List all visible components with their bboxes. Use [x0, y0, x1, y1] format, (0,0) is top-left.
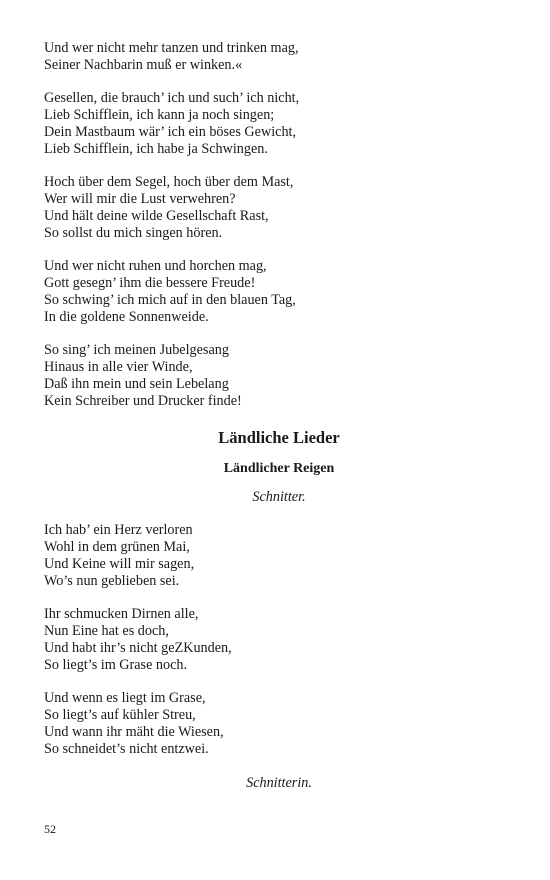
stanza	[44, 606, 514, 674]
verse-line: Wo’s nun geblieben sei.	[44, 573, 180, 589]
speaker-label: Schnitter.	[252, 489, 306, 505]
stanza	[44, 40, 514, 74]
verse-line: Gesellen, die brauch’ ich und such’ ich nicht,	[44, 90, 300, 106]
verse-line: So liegt’s auf kühler Streu,	[44, 707, 196, 723]
verse-line: In die goldene Sonnenweide.	[44, 309, 209, 325]
verse-line: Kein Schreiber und Drucker finde!	[44, 393, 242, 409]
stanza	[44, 174, 514, 242]
verse-line: Ich hab’ ein Herz verloren	[44, 522, 193, 538]
verse-line: Hinaus in alle vier Winde,	[44, 359, 193, 375]
verse-line: Daß ihn mein und sein Lebelang	[44, 376, 229, 392]
stanza	[44, 522, 514, 590]
verse-line: So schwing’ ich mich auf in den blauen Tag,	[44, 292, 296, 308]
poem-title: Ländlicher Reigen	[223, 461, 335, 476]
verse-line: Und hält deine wilde Gesellschaft Rast,	[44, 208, 269, 224]
verse-line: Und wer nicht mehr tanzen und trinken mag,	[44, 40, 299, 56]
stanza	[44, 258, 514, 326]
verse-line: Und wann ihr mäht die Wiesen,	[44, 724, 224, 740]
stanza	[44, 90, 514, 158]
verse-line: Hoch über dem Segel, hoch über dem Mast,	[44, 174, 294, 190]
verse-line: So schneidet’s nicht entzwei.	[44, 741, 209, 757]
verse-line: Gott gesegn’ ihm die bessere Freude!	[44, 275, 256, 291]
verse-line: Und habt ihr’s nicht geZKunden,	[44, 640, 232, 656]
verse-line: Und wer nicht ruhen und horchen mag,	[44, 258, 267, 274]
verse-line: So liegt’s im Grase noch.	[44, 657, 188, 673]
verse-line: Wohl in dem grünen Mai,	[44, 539, 190, 555]
verse-line: Nun Eine hat es doch,	[44, 623, 169, 639]
verse-line: Lieb Schifflein, ich kann ja noch singen;	[44, 107, 275, 123]
page-number: 52	[44, 822, 56, 836]
speaker-label: Schnitterin.	[246, 775, 312, 791]
verse-line: So sing’ ich meinen Jubelgesang	[44, 342, 229, 358]
verse-line: So sollst du mich singen hören.	[44, 225, 223, 241]
verse-line: Und wenn es liegt im Grase,	[44, 690, 206, 706]
verse-line: Wer will mir die Lust verwehren?	[44, 191, 236, 207]
stanza	[44, 342, 514, 410]
poem-text	[44, 40, 514, 808]
verse-line: Seiner Nachbarin muß er winken.«	[44, 57, 243, 73]
section-title: Ländliche Lieder	[218, 428, 340, 447]
stanza	[44, 690, 514, 758]
verse-line: Und Keine will mir sagen,	[44, 556, 195, 572]
verse-line: Dein Mastbaum wär’ ich ein böses Gewicht,	[44, 124, 297, 140]
verse-line: Ihr schmucken Dirnen alle,	[44, 606, 199, 622]
verse-line: Lieb Schifflein, ich habe ja Schwingen.	[44, 141, 268, 157]
